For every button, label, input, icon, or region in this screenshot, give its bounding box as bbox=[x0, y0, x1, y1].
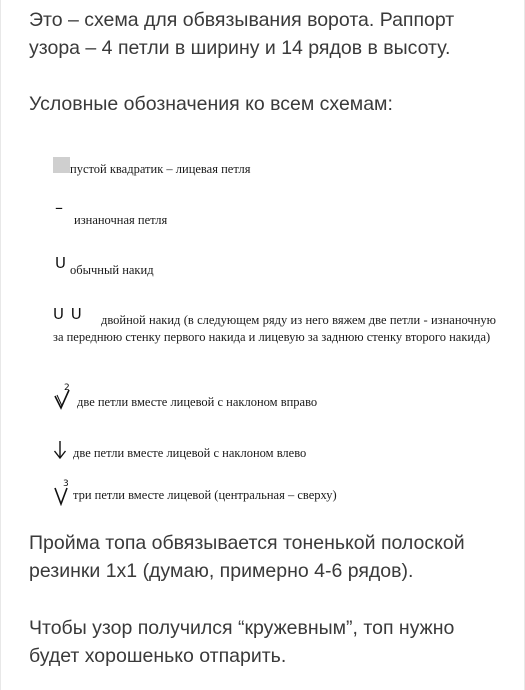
legend-item-knit bbox=[53, 155, 503, 175]
legend-label: пустой квадратик – лицевая петля bbox=[70, 162, 251, 176]
legend-label: двойной накид (в следующем ряду из него вяжем две петли - изнаночную за переднюю стенку первого накида и лицевую за заднюю стенку второго накида) bbox=[53, 313, 496, 344]
intro-line-1: Это – схема для обвязывания ворота. Раппорт bbox=[29, 9, 455, 31]
empty-square-icon bbox=[53, 157, 70, 173]
k3tog-center-icon bbox=[53, 479, 71, 506]
steaming-paragraph bbox=[29, 614, 509, 670]
steaming-line-2: будет хорошенько отпарить. bbox=[29, 645, 287, 667]
legend-item-purl bbox=[53, 198, 503, 227]
superscript-3: 3 bbox=[63, 479, 69, 489]
intro-line-2: узора – 4 петли в ширину и 14 рядов в высоту. bbox=[29, 37, 451, 59]
yarn-over-icon: U bbox=[55, 254, 66, 272]
legend-item-k3tog-center bbox=[53, 479, 503, 508]
legend-label: две петли вместе лицевой с наклоном вправо bbox=[77, 395, 318, 409]
double-yarn-over-icon: U U bbox=[53, 305, 83, 323]
dash-icon: – bbox=[55, 198, 63, 217]
legend-label: две петли вместе лицевой с наклоном влево bbox=[73, 446, 307, 460]
legend-item-k2tog-right bbox=[53, 383, 503, 412]
k2tog-left-icon bbox=[53, 440, 67, 460]
legend-label: обычный накид bbox=[70, 263, 154, 277]
intro-paragraph bbox=[29, 6, 509, 62]
legend-heading: Условные обозначения ко всем схемам: bbox=[29, 93, 393, 115]
armhole-paragraph bbox=[29, 529, 509, 585]
k2tog-right-icon bbox=[53, 383, 73, 410]
legend-item-yarn-over bbox=[53, 254, 503, 278]
armhole-line-2: резинки 1х1 (думаю, примерно 4-6 рядов). bbox=[29, 560, 414, 582]
superscript-2: 2 bbox=[64, 383, 70, 393]
legend-label: изнаночная петля bbox=[74, 213, 168, 227]
legend-item-k2tog-left bbox=[53, 440, 503, 464]
legend-item-double-yarn-over bbox=[53, 305, 503, 365]
armhole-line-1: Пройма топа обвязывается тоненькой полоской bbox=[29, 532, 465, 554]
legend-label: три петли вместе лицевой (центральная – сверху) bbox=[73, 488, 337, 502]
steaming-line-1: Чтобы узор получился “кружевным”, топ нужно bbox=[29, 617, 455, 639]
